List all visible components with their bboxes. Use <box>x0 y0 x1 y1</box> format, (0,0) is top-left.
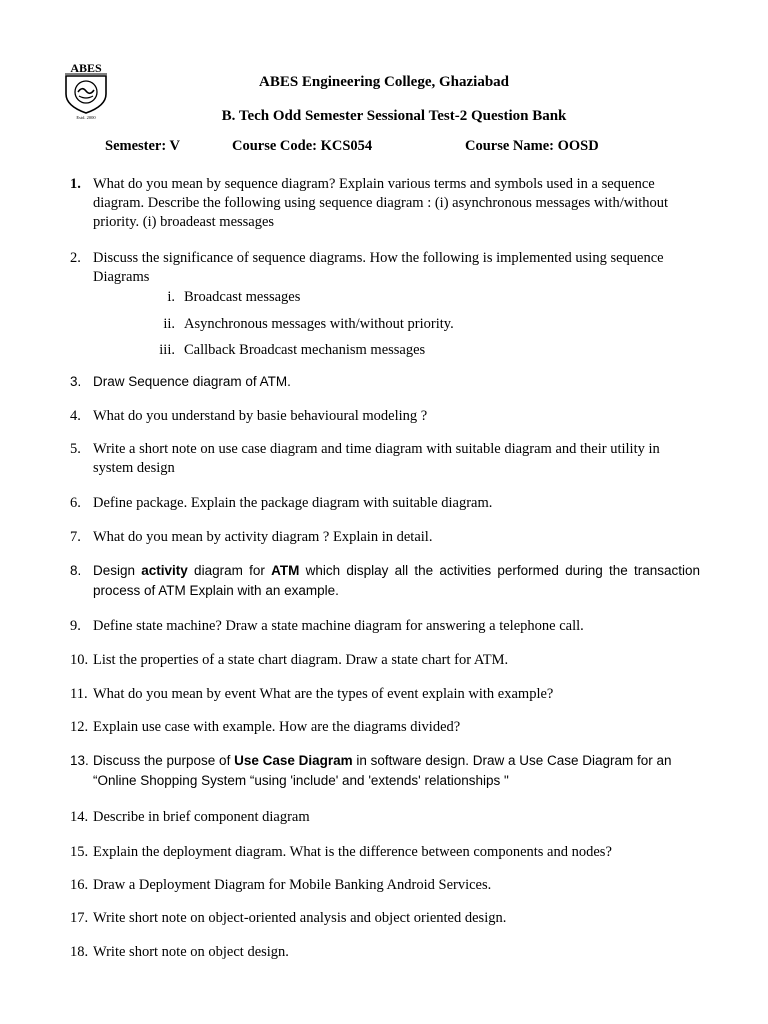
course-name-label: Course Name: OOSD <box>465 138 599 154</box>
college-title: ABES Engineering College, Ghaziabad <box>258 74 510 90</box>
question-number: 15. <box>70 844 89 860</box>
keyword-activity: activity <box>141 563 188 578</box>
question-text: Discuss the significance of sequence diagrams. How the following is implemented using sequence Diagrams <box>93 250 664 285</box>
question-17 <box>70 909 700 928</box>
question-text: Discuss the purpose of Use Case Diagram in software design. Draw a Use Case Diagram for an “Online Shopping System “using 'include' and 'extends' relationships " <box>93 753 672 788</box>
course-code-label: Course Code: KCS054 <box>232 138 373 154</box>
question-15 <box>70 843 700 862</box>
question-3 <box>70 372 700 392</box>
question-text: What do you understand by basie behavioural modeling ? <box>93 408 428 424</box>
question-number: 6. <box>70 495 81 511</box>
document-subtitle: B. Tech Odd Semester Sessional Test-2 Question Bank <box>221 108 567 124</box>
logo-est: Estd. 2000 <box>76 115 96 120</box>
question-6 <box>70 494 700 513</box>
question-text: What do you mean by activity diagram ? Explain in detail. <box>93 529 433 545</box>
question-number: 9. <box>70 618 81 634</box>
question-text: Define state machine? Draw a state machine diagram for answering a telephone call. <box>93 618 584 634</box>
question-number: 13. <box>70 753 89 768</box>
sub-item-text: Broadcast messages <box>184 289 301 305</box>
keyword-atm: ATM <box>271 563 300 578</box>
question-number: 1. <box>70 176 81 192</box>
question-text: Design activity diagram for ATM which display all the activities performed during the transaction process of ATM Explain with an example. <box>93 563 701 598</box>
question-7 <box>70 528 700 547</box>
question-text: Define package. Explain the package diagram with suitable diagram. <box>93 495 493 511</box>
question-number: 10. <box>70 652 89 668</box>
question-text: Explain use case with example. How are the diagrams divided? <box>93 719 461 735</box>
question-number: 17. <box>70 910 89 926</box>
sub-item-number: ii. <box>163 316 175 332</box>
question-5 <box>70 440 700 478</box>
question-text: Explain the deployment diagram. What is the difference between components and nodes? <box>93 844 612 860</box>
logo-text: ABES <box>70 61 102 75</box>
question-text: Write a short note on use case diagram and time diagram with suitable diagram and their utility in system design <box>93 441 660 476</box>
sub-item-number: i. <box>167 289 175 305</box>
question-4 <box>70 407 700 426</box>
question-1 <box>70 175 700 232</box>
question-number: 3. <box>70 374 82 389</box>
question-11 <box>70 685 700 704</box>
question-number: 11. <box>70 686 88 702</box>
semester-label: Semester: V <box>105 138 181 154</box>
question-number: 12. <box>70 719 89 735</box>
question-text: Write short note on object-oriented analysis and object oriented design. <box>93 910 507 926</box>
question-16 <box>70 876 700 895</box>
question-number: 16. <box>70 877 89 893</box>
question-number: 5. <box>70 441 81 457</box>
question-number: 14. <box>70 809 89 825</box>
question-2 <box>70 249 700 287</box>
question-number: 18. <box>70 944 89 960</box>
question-number: 8. <box>70 563 82 578</box>
question-text: What do you mean by event What are the types of event explain with example? <box>93 686 554 702</box>
question-number: 7. <box>70 529 81 545</box>
sub-item-number: iii. <box>159 342 175 358</box>
question-18 <box>70 943 700 962</box>
question-text: What do you mean by sequence diagram? Explain various terms and symbols used in a sequence diagram. Describe the following using sequence diagram : (i) asynchronous messages with/without priority. (i) broadeast messages <box>93 176 669 230</box>
question-text: Describe in brief component diagram <box>93 809 310 825</box>
question-12 <box>70 718 700 737</box>
question-text: List the properties of a state chart diagram. Draw a state chart for ATM. <box>93 652 509 668</box>
question-text: Write short note on object design. <box>93 944 289 960</box>
keyword-use-case-diagram: Use Case Diagram <box>234 753 353 768</box>
sub-item-text: Asynchronous messages with/without priority. <box>184 316 454 332</box>
question-text: Draw a Deployment Diagram for Mobile Banking Android Services. <box>93 877 492 893</box>
question-10 <box>70 651 700 670</box>
question-8 <box>70 561 700 601</box>
question-text: Draw Sequence diagram of ATM. <box>93 374 291 389</box>
sub-item-text: Callback Broadcast mechanism messages <box>184 342 426 358</box>
question-number: 2. <box>70 250 81 266</box>
question-number: 4. <box>70 408 81 424</box>
question-9 <box>70 617 700 636</box>
question-13 <box>70 751 700 791</box>
question-14 <box>70 808 700 827</box>
